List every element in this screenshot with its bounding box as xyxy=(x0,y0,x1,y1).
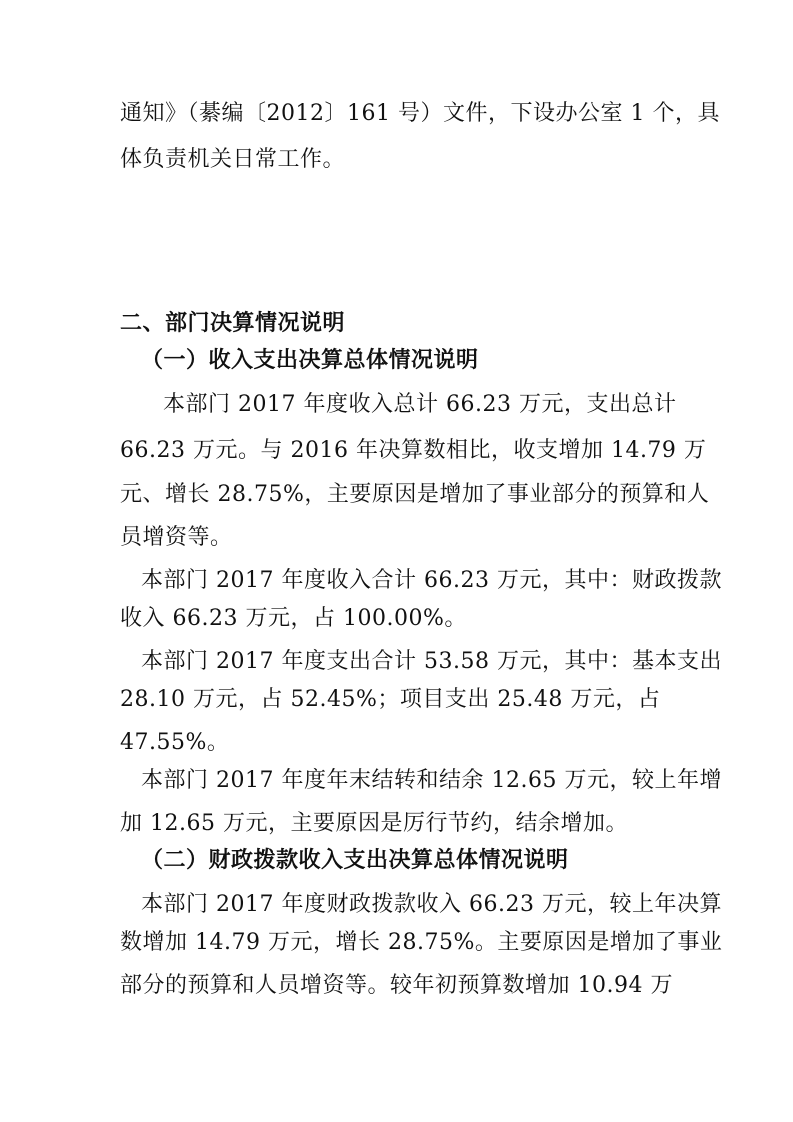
paragraph-line: 加 12.65 万元，主要原因是厉行节约，结余增加。 xyxy=(120,811,628,836)
paragraph-line: 本部门 2017 年度财政拨款收入 66.23 万元，较上年决算 xyxy=(141,892,722,917)
paragraph-line: 本部门 2017 年度收入合计 66.23 万元，其中：财政拨款 xyxy=(141,568,722,593)
paragraph-line: 66.23 万元。与 2016 年决算数相比，收支增加 14.79 万 xyxy=(120,438,707,463)
paragraph-line: 通知》（綦编〔2012〕161 号）文件，下设办公室 1 个，具 xyxy=(120,101,720,126)
paragraph-line: 元、增长 28.75%，主要原因是增加了事业部分的预算和人 xyxy=(120,482,710,507)
paragraph-line: 数增加 14.79 万元，增长 28.75%。主要原因是增加了事业 xyxy=(120,930,723,955)
paragraph-line: 本部门 2017 年度收入总计 66.23 万元，支出总计 xyxy=(163,392,677,417)
paragraph-line: 47.55%。 xyxy=(120,730,230,755)
paragraph-line: 员增资等。 xyxy=(120,525,233,550)
paragraph-line: 部分的预算和人员增资等。较年初预算数增加 10.94 万 xyxy=(120,973,673,998)
paragraph-line: 体负责机关日常工作。 xyxy=(120,147,346,172)
paragraph-line: 28.10 万元，占 52.45%；项目支出 25.48 万元，占 xyxy=(120,687,661,712)
paragraph-line: 本部门 2017 年度支出合计 53.58 万元，其中：基本支出 xyxy=(141,649,722,674)
paragraph-line: 本部门 2017 年度年末结转和结余 12.65 万元，较上年增 xyxy=(141,768,722,793)
subsection-heading: （二）财政拨款收入支出决算总体情况说明 xyxy=(141,848,569,873)
subsection-heading: （一）收入支出决算总体情况说明 xyxy=(141,348,479,373)
paragraph-line: 收入 66.23 万元，占 100.00%。 xyxy=(120,606,467,631)
section-heading: 二、部门决算情况说明 xyxy=(120,311,346,336)
